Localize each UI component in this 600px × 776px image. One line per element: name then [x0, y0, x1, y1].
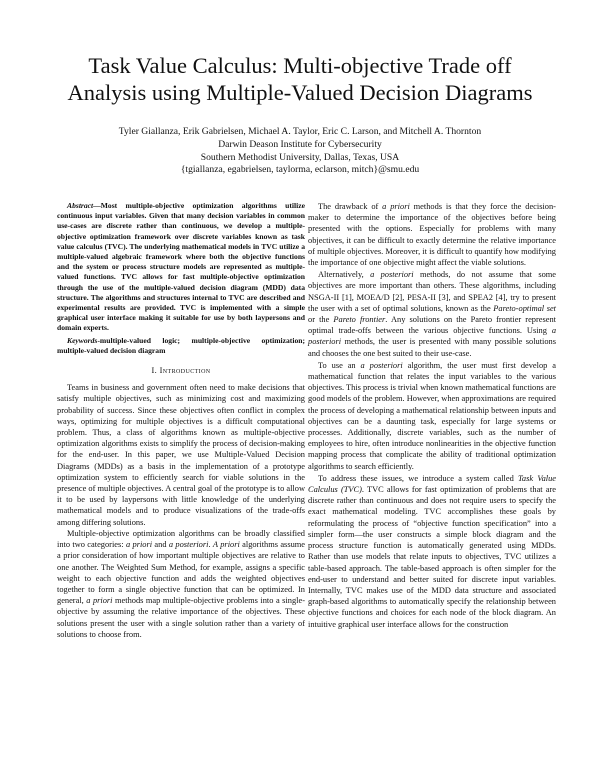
keywords — [57, 336, 305, 356]
italic-term: a posteriori — [360, 360, 403, 370]
right-paragraph-1 — [308, 201, 556, 268]
title-line-1: Task Value Calculus: Multi-objective Trade off — [88, 53, 512, 78]
text-run: algorithms assume a prior consideration of how important multiple objectives are relative to one another. The Weighted Sum Method, for example, assigns a specific weight to each objective function and adds the weighted objectives together to form a single objective function that can be optimized. In general, — [57, 540, 305, 606]
text-run: algorithm, the user must first develop a mathematical function that relates the input variables to the various objectives. This process is trivial when known mathematical functions are good models of the problem. However, when approximations are required the process of developing a mathematical relationship between inputs and objectives can be a daunting task, especially for large systems or processes. Additionally, discrete variables, such as the number of employees to hire, often introduce nonlinearities in the objective function mapping process that complicate the ability of traditional optimization algorithms to search efficiently. — [308, 360, 556, 471]
italic-term: Task Value Calculus (TVC) — [308, 473, 556, 495]
right-paragraph-4 — [308, 473, 556, 630]
text-run: . TVC allows for fast optimization of problems that are discrete rather than continuous and does not require users to specify the exact mathematical modeling. TVC accomplishes these goals by reformulating the process of “objective function specification” into a simpler form—the user constructs a simple block diagram and the process structure function is automatically generated using MDDs. Rather than use models that relate inputs to objectives, TVC utilizes a table-based approach. The table-based approach is often simpler for the end-user to understand and better suited for discrete input variables. Internally, TVC makes use of the MDD data structure and associated graph-based algorithms to automatically specify the relationship between objective functions and choices for each node of the block diagram. An intuitive graphical user interface allows for the construction — [308, 485, 557, 629]
author-emails: {tgiallanza, egabrielsen, taylorma, eclarson, mitch}@smu.edu — [180, 164, 420, 176]
text-run: methods, the user is presented with many possible solutions and chooses the one best suited to their use-case. — [308, 337, 556, 358]
italic-term: Pareto-optimal set — [493, 303, 556, 313]
keywords-lead: Keywords — [67, 335, 98, 345]
text-run: methods map multiple-objective problems into a single-objective by assuming the relative importance of the objectives. These solutions present the user with a single solution rather than a variety of solutions to choose from. — [57, 596, 305, 639]
intro-paragraph-2 — [57, 528, 305, 640]
keywords-text: -multiple-valued logic; multiple-objective optimization; multiple-valued decision diagram — [57, 335, 305, 355]
left-column — [57, 201, 305, 640]
affiliation-institute: Darwin Deason Institute for Cybersecurity — [218, 138, 382, 150]
abstract-text: —Most multiple-objective optimization algorithms utilize continuous input variables. Given that many decision variables in common use-cases are discrete rather than continuous, we develop a multiple-objective optimization framework over discrete variables known as task value calculus (TVC). The underlying mathematical models in TVC utilize a multiple-valued algebraic framework where both the objective functions and the system or process structure models are represented as multiple-valued functions. TVC allows for fast multiple-objective optimization through the use of the multiple-valued decision diagram (MDD) data structure. The algorithms and structures internal to TVC are described and experimental results are provided. TVC is implemented with a simple graphical user interface making it suitable for use by both laypersons and domain experts. — [57, 201, 305, 333]
text-run: The drawback of — [318, 202, 383, 211]
text-run: To address these issues, we introduce a system called — [318, 473, 519, 483]
italic-term: Pareto frontier — [333, 315, 386, 325]
affiliation-university: Southern Methodist University, Dallas, Texas, USA — [200, 151, 400, 163]
right-paragraph-3 — [308, 360, 556, 472]
text-run: . Any solutions on the Pareto frontier represent optimal trade-offs between the various objective functions. Using — [308, 315, 556, 336]
paper-title — [40, 52, 560, 106]
text-run: methods, do not assume that some objectives are more important than others. These algorithms, including NSGA-II [1], MOEA/D [2], PESA-II [3], and SPEA2 [4], try to present the user with a set of optimal solutions, known as the — [308, 270, 557, 313]
right-paragraph-2 — [308, 269, 556, 359]
right-column — [308, 201, 556, 631]
italic-term: a priori — [86, 596, 113, 606]
author-names: Tyler Giallanza, Erik Gabrielsen, Michael A. Taylor, Eric C. Larson, and Mitchell A. Thornton — [118, 126, 482, 137]
italic-term: a posteriori — [308, 326, 556, 347]
text-run: or the — [308, 315, 334, 325]
author-block — [40, 126, 560, 177]
italic-term: a posteriori — [370, 270, 414, 280]
introduction-body — [57, 382, 305, 640]
abstract — [57, 201, 305, 334]
title-line-2: Analysis using Multiple-Valued Decision Diagrams — [67, 80, 533, 105]
text-run: Multiple-objective optimization algorithms can be broadly classified into two categories: — [57, 528, 305, 550]
italic-term: a priori — [382, 202, 410, 211]
text-run: methods is that they force the decision-maker to determine the importance of the objectives before being presented with the options. Especially for problems with many objectives, it can be difficult to exactly determine the relative importance of multiple objectives. Moreover, it is difficult to quantify how modifying the importance of one objective might affect the viable solutions. — [308, 202, 556, 268]
italic-term: a posteriori — [168, 540, 209, 550]
text-run: Alternatively, — [318, 270, 371, 280]
italic-term: a priori — [125, 540, 153, 550]
abstract-lead: Abstract — [67, 201, 94, 210]
text-run: and — [152, 540, 169, 550]
section-heading-introduction: I. Introduction — [151, 366, 211, 376]
intro-paragraph-1: Teams in business and government often need to make decisions that satisfy multiple objectives, such as minimizing cost and maximizing probability of success. Since these objectives often conflict in complex ways, optimizing for multiple objectives is a difficult computational problem. Thus, a class of algorithms known as multiple-objective optimization algorithms exists to simplify the process of decision-making for the end-user. In this paper, we use Multiple-Valued Decision Diagrams (MDDs) as a basis in the implementation of a prototype optimization system to efficiently search for viable solutions in the presence of multiple objectives. A central goal of the prototype is to allow it to be used by laypersons with little knowledge of the underlying mathematical models and to produce visualizations of the trade-offs among differing solutions. — [57, 383, 305, 527]
italic-term: A priori — [212, 540, 240, 550]
text-run: To use an — [318, 360, 361, 370]
text-run: . — [208, 540, 213, 550]
